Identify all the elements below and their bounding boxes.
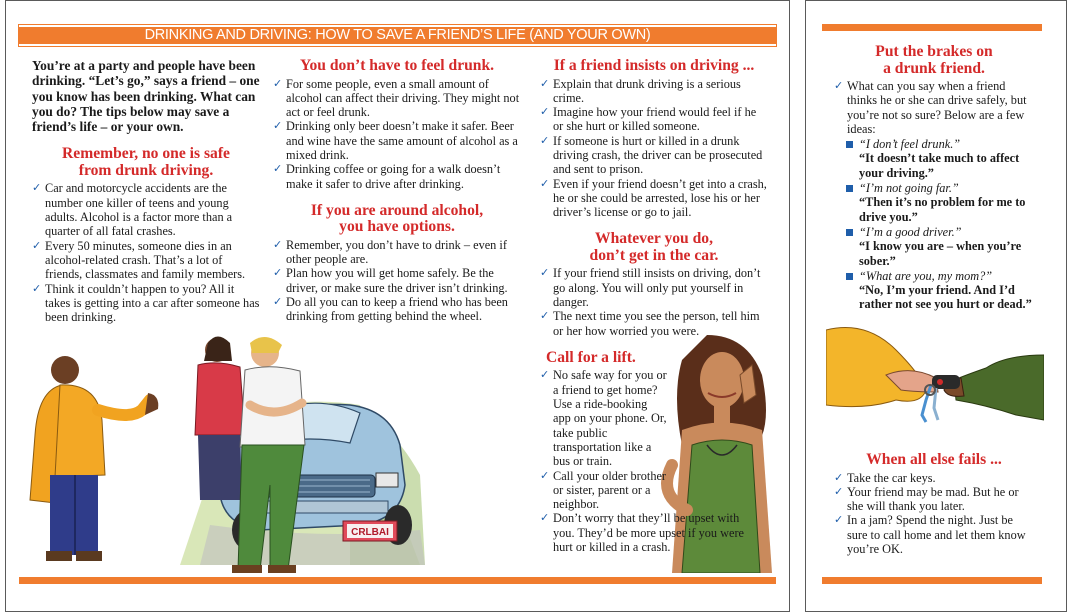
check-icon: ✓ — [32, 281, 42, 295]
heading-all-else-fails: When all else fails ... — [866, 451, 1002, 468]
list-item: ✓ Drinking only beer doesn’t make it safer. Beer and wine have the same amount of alcohol as a mixed drink. — [273, 119, 518, 162]
put-brakes-intro — [834, 79, 1034, 136]
check-icon: ✓ — [834, 470, 844, 484]
column-4-bottom — [834, 452, 1034, 556]
check-icon: ✓ — [834, 513, 844, 527]
right-bottom-bar — [822, 577, 1042, 584]
check-icon: ✓ — [32, 238, 42, 252]
list-item: ✓ Even if your friend doesn’t get into a crash, he or she could be arrested, lose his or her driver’s license or go to jail. — [540, 176, 767, 220]
dont-feel-drunk-list — [273, 77, 521, 191]
heading-call-for-lift: Call for a lift. — [546, 348, 636, 366]
check-icon: ✓ — [540, 176, 550, 190]
quotes-list — [846, 137, 1034, 312]
right-top-bar — [822, 24, 1042, 31]
license-plate-text: CRLBAI — [351, 527, 389, 538]
all-else-fails-list — [834, 471, 1034, 557]
column-4 — [834, 44, 1034, 313]
heading-dont-feel-drunk: You don’t have to feel drunk. — [299, 57, 495, 74]
list-item: ✓ Every 50 minutes, someone dies in an alcohol-related crash. That’s a lot of friends, classmates and family members. — [32, 238, 246, 282]
person-orange-jacket — [30, 356, 158, 561]
heading-around-alcohol: If you are around alcohol, you have options. — [310, 201, 484, 236]
call-for-lift-list-cont — [540, 511, 754, 554]
square-bullet-icon — [846, 185, 853, 192]
list-item: ✓ Call your older brother or sister, parent or a neighbor. — [540, 468, 667, 512]
no-one-safe-list — [32, 181, 260, 324]
column-3 — [540, 58, 768, 554]
list-item: ✓ For some people, even a small amount of alcohol can affect their driving. They might not act or feel drunk. — [273, 76, 520, 120]
list-item: ✓ Don’t worry that they’ll be upset with you. They’d be more upset if you were hurt or killed in a crash. — [540, 511, 745, 555]
check-icon: ✓ — [273, 295, 283, 309]
list-item: ✓ Your friend may be mad. But he or she will thank you later. — [834, 484, 1019, 514]
list-item: ✓ Think it couldn’t happen to you? All it takes is getting into a car after someone has been drinking. — [32, 281, 260, 325]
column-2 — [273, 58, 521, 324]
check-icon: ✓ — [540, 511, 550, 525]
heading-friend-insists: If a friend insists on driving ... — [553, 57, 755, 74]
check-icon: ✓ — [540, 368, 550, 382]
list-item: ✓ Take the car keys. — [834, 470, 936, 485]
list-item: ✓ In a jam? Spend the night. Just be sure to call home and let them know you’re OK. — [834, 513, 1026, 556]
check-icon: ✓ — [273, 237, 283, 251]
check-icon: ✓ — [273, 76, 283, 90]
check-icon: ✓ — [834, 484, 844, 498]
check-icon: ✓ — [273, 266, 283, 280]
list-item: ✓ If someone is hurt or killed in a drunk driving crash, the driver can be prosecuted and sent to prison. — [540, 133, 763, 177]
check-icon: ✓ — [540, 76, 550, 90]
dont-get-in-car-list — [540, 266, 768, 337]
quote-item: “I’m a good driver.” “I know you are – when you’re sober.” — [846, 225, 1034, 268]
people-and-car-illustration — [20, 325, 440, 575]
check-icon: ✓ — [834, 79, 844, 92]
heading-dont-get-in-car: Whatever you do, don’t get in the car. — [589, 230, 719, 264]
list-item: ✓ Do all you can to keep a friend who has been drinking from getting behind the wheel. — [273, 295, 508, 324]
list-item: ✓ No safe way for you or a friend to get home? Use a ride-booking app on your phone. Or, take public transportation like a bus or train. — [540, 368, 667, 469]
list-item: ✓ If your friend still insists on driving, don’t go along. You will only put yourself in danger. — [540, 266, 761, 310]
check-icon: ✓ — [540, 309, 550, 323]
friend-insists-list — [540, 77, 768, 220]
square-bullet-icon — [846, 273, 853, 280]
hands-with-car-keys-illustration — [826, 320, 1044, 438]
check-icon: ✓ — [540, 468, 550, 482]
check-icon: ✓ — [540, 266, 550, 280]
check-icon: ✓ — [32, 181, 42, 195]
list-item: ✓ What can you say when a friend thinks he or she can drive safely, but you’re not so sure? Below are a few ideas: — [834, 79, 1027, 136]
list-item: ✓ Drinking coffee or going for a walk doesn’t make it safer to drive after drinking. — [273, 162, 501, 191]
heading-no-one-safe: Remember, no one is safe from drunk driving. — [62, 145, 230, 179]
square-bullet-icon — [846, 229, 853, 236]
quote-item: “I’m not going far.” “Then it’s no problem for me to drive you.” — [846, 181, 1034, 224]
check-icon: ✓ — [540, 105, 550, 119]
left-bottom-bar — [19, 577, 776, 584]
banner-title: DRINKING AND DRIVING: HOW TO SAVE A FRIEND’S LIFE (AND YOUR OWN) — [19, 25, 776, 46]
check-icon: ✓ — [273, 162, 283, 176]
check-icon: ✓ — [273, 119, 283, 133]
call-for-lift-list — [540, 368, 668, 511]
list-item: ✓ Imagine how your friend would feel if he or she hurt or killed someone. — [540, 105, 757, 134]
column-1 — [32, 58, 260, 324]
check-icon: ✓ — [540, 133, 550, 147]
around-alcohol-list — [273, 238, 521, 324]
list-item: ✓ Car and motorcycle accidents are the number one killer of teens and young adults. Alcohol is a factor more than a quarter of all fatal crashes. — [32, 181, 233, 239]
list-item: ✓ Remember, you don’t have to drink – even if other people are. — [273, 237, 507, 267]
heading-put-brakes: Put the brakes on a drunk friend. — [875, 43, 993, 77]
square-bullet-icon — [846, 141, 853, 148]
intro-paragraph: You’re at a party and people have been drinking. “Let’s go,” says a friend – one you know has been drinking. What can you do? The tips below may save a friend’s life – or your own. — [32, 58, 260, 135]
quote-item: “What are you, my mom?” “No, I’m your friend. And I’d rather not see you hurt or dead.” — [846, 269, 1034, 312]
list-item: ✓ The next time you see the person, tell him or her how worried you were. — [540, 309, 760, 338]
quote-item: “I don’t feel drunk.” “It doesn’t take much to affect your driving.” — [846, 137, 1034, 180]
list-item: ✓ Plan how you will get home safely. Be the driver, or make sure the driver isn’t drinking. — [273, 266, 508, 295]
person-red-top — [195, 337, 245, 501]
list-item: ✓ Explain that drunk driving is a serious crime. — [540, 76, 741, 105]
